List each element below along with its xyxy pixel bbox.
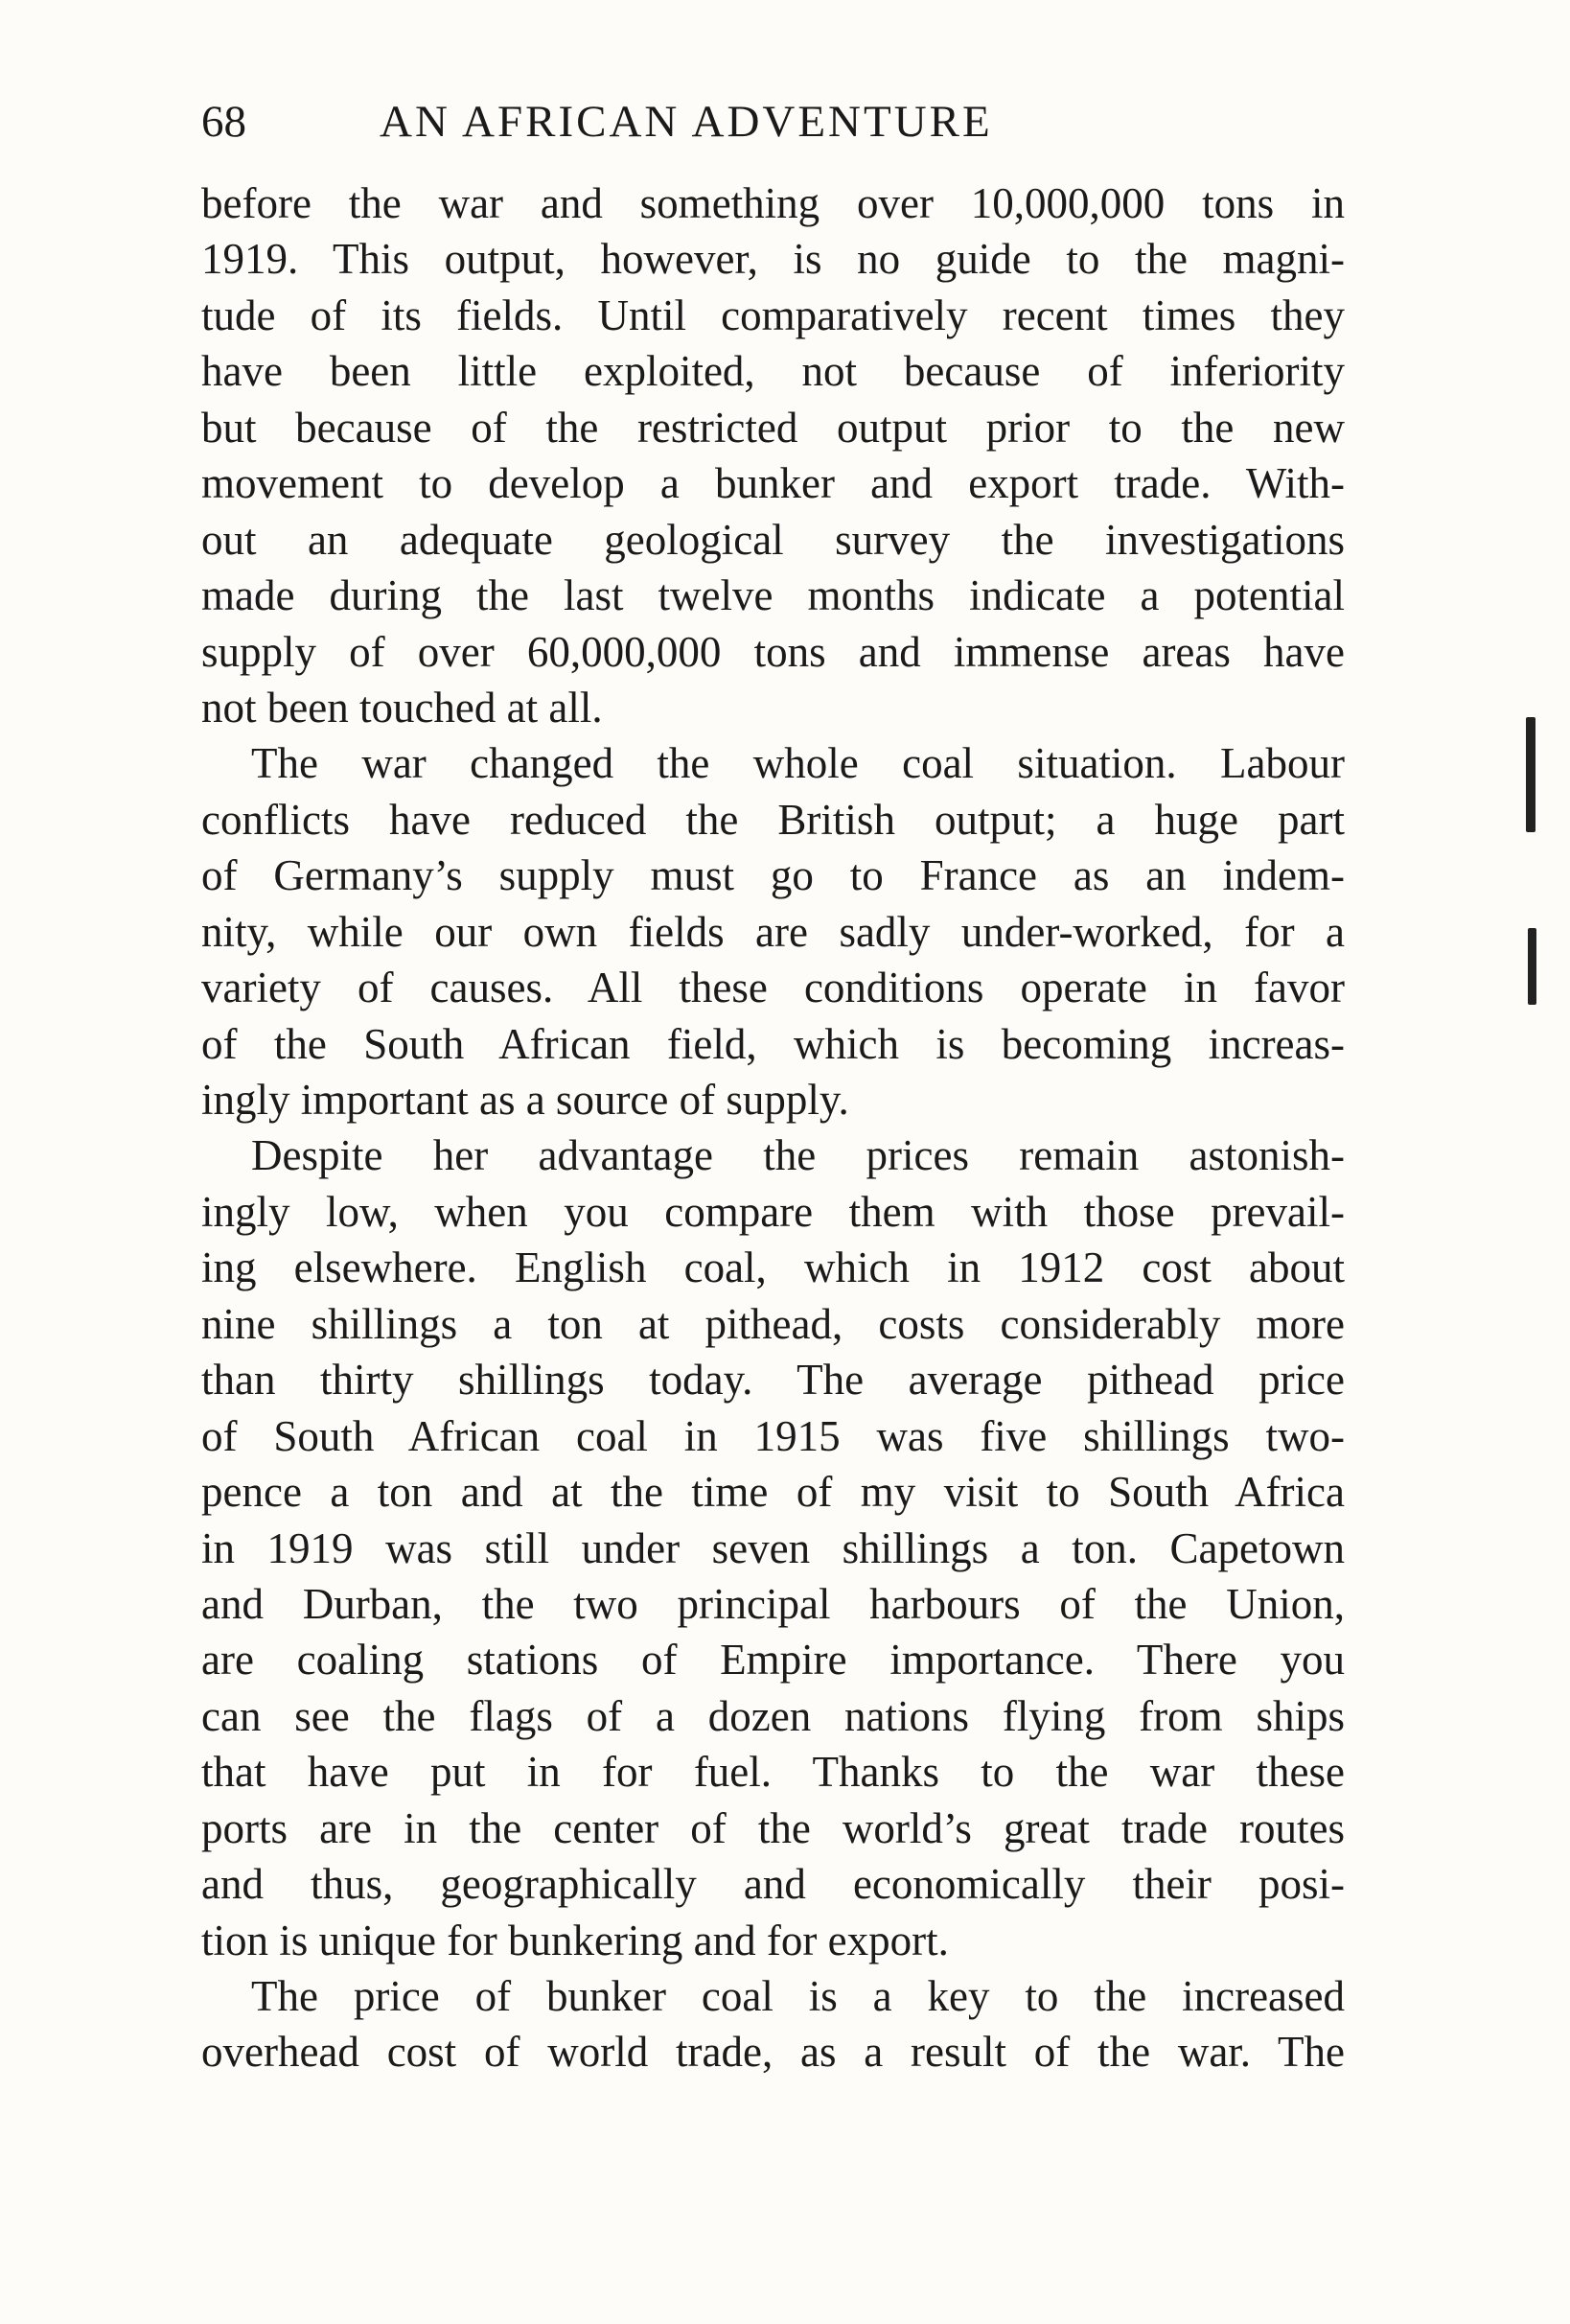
scan-mark <box>1526 717 1535 832</box>
text-line: made during the last twelve months indicate a potential <box>201 571 1345 620</box>
text-line: can see the flags of a dozen nations flying from ships <box>201 1691 1345 1740</box>
text-line: nity, while our own fields are sadly under-worked, for a <box>201 907 1345 956</box>
text-line: ing elsewhere. English coal, which in 1912 cost about <box>201 1243 1345 1292</box>
text-line: Despite her advantage the prices remain astonish- <box>251 1131 1345 1180</box>
text-line: have been little exploited, not because of inferiority <box>201 347 1345 396</box>
text-line: that have put in for fuel. Thanks to the war these <box>201 1748 1345 1797</box>
text-line: variety of causes. All these conditions operate in favor <box>201 964 1345 1012</box>
text-line: but because of the restricted output prior to the new <box>201 403 1345 452</box>
text-line: ingly low, when you compare them with those prevail- <box>201 1187 1345 1236</box>
text-line: ingly important as a source of supply. <box>201 1076 849 1124</box>
scan-mark <box>1528 928 1536 1005</box>
text-line: of the South African field, which is becoming increas- <box>201 1019 1345 1068</box>
text-line: pence a ton and at the time of my visit to South Africa <box>201 1468 1345 1517</box>
paragraph <box>201 1968 1345 2080</box>
paragraph <box>201 1127 1345 1968</box>
text-line: of South African coal in 1915 was five shillings two- <box>201 1411 1345 1460</box>
text-line: tude of its fields. Until comparatively recent times they <box>201 290 1345 339</box>
text-line: and Durban, the two principal harbours of the Union, <box>201 1579 1345 1628</box>
page-number: 68 <box>201 97 246 147</box>
text-line: The war changed the whole coal situation. Labour <box>251 739 1345 788</box>
text-line: than thirty shillings today. The average pithead price <box>201 1356 1345 1405</box>
text-line: tion is unique for bunkering and for export. <box>201 1916 949 1964</box>
text-line: ports are in the center of the world’s great trade routes <box>201 1803 1345 1852</box>
text-line: 1919. This output, however, is no guide to the magni- <box>201 235 1345 284</box>
body-text <box>201 175 1345 2080</box>
text-line: conflicts have reduced the British output; a huge part <box>201 795 1345 844</box>
text-line: overhead cost of world trade, as a result of the war. The <box>201 2028 1345 2077</box>
text-line: before the war and something over 10,000,000 tons in <box>201 179 1345 227</box>
paragraph <box>201 175 1345 735</box>
text-line: and thus, geographically and economically their posi- <box>201 1860 1345 1909</box>
text-line: nine shillings a ton at pithead, costs considerably more <box>201 1299 1345 1348</box>
page-header <box>201 88 1160 155</box>
text-line: supply of over 60,000,000 tons and immense areas have <box>201 627 1345 676</box>
text-line: movement to develop a bunker and export trade. With- <box>201 459 1345 508</box>
text-line: in 1919 was still under seven shillings a ton. Capetown <box>201 1523 1345 1572</box>
running-head: AN AFRICAN ADVENTURE <box>380 97 993 147</box>
paragraph <box>201 735 1345 1127</box>
text-line: The price of bunker coal is a key to the increased <box>251 1972 1345 2020</box>
text-line: not been touched at all. <box>201 683 603 732</box>
text-line: of Germany’s supply must go to France as an indem- <box>201 851 1345 900</box>
text-line: out an adequate geological survey the investigations <box>201 515 1345 564</box>
text-line: are coaling stations of Empire importance. There you <box>201 1636 1345 1685</box>
